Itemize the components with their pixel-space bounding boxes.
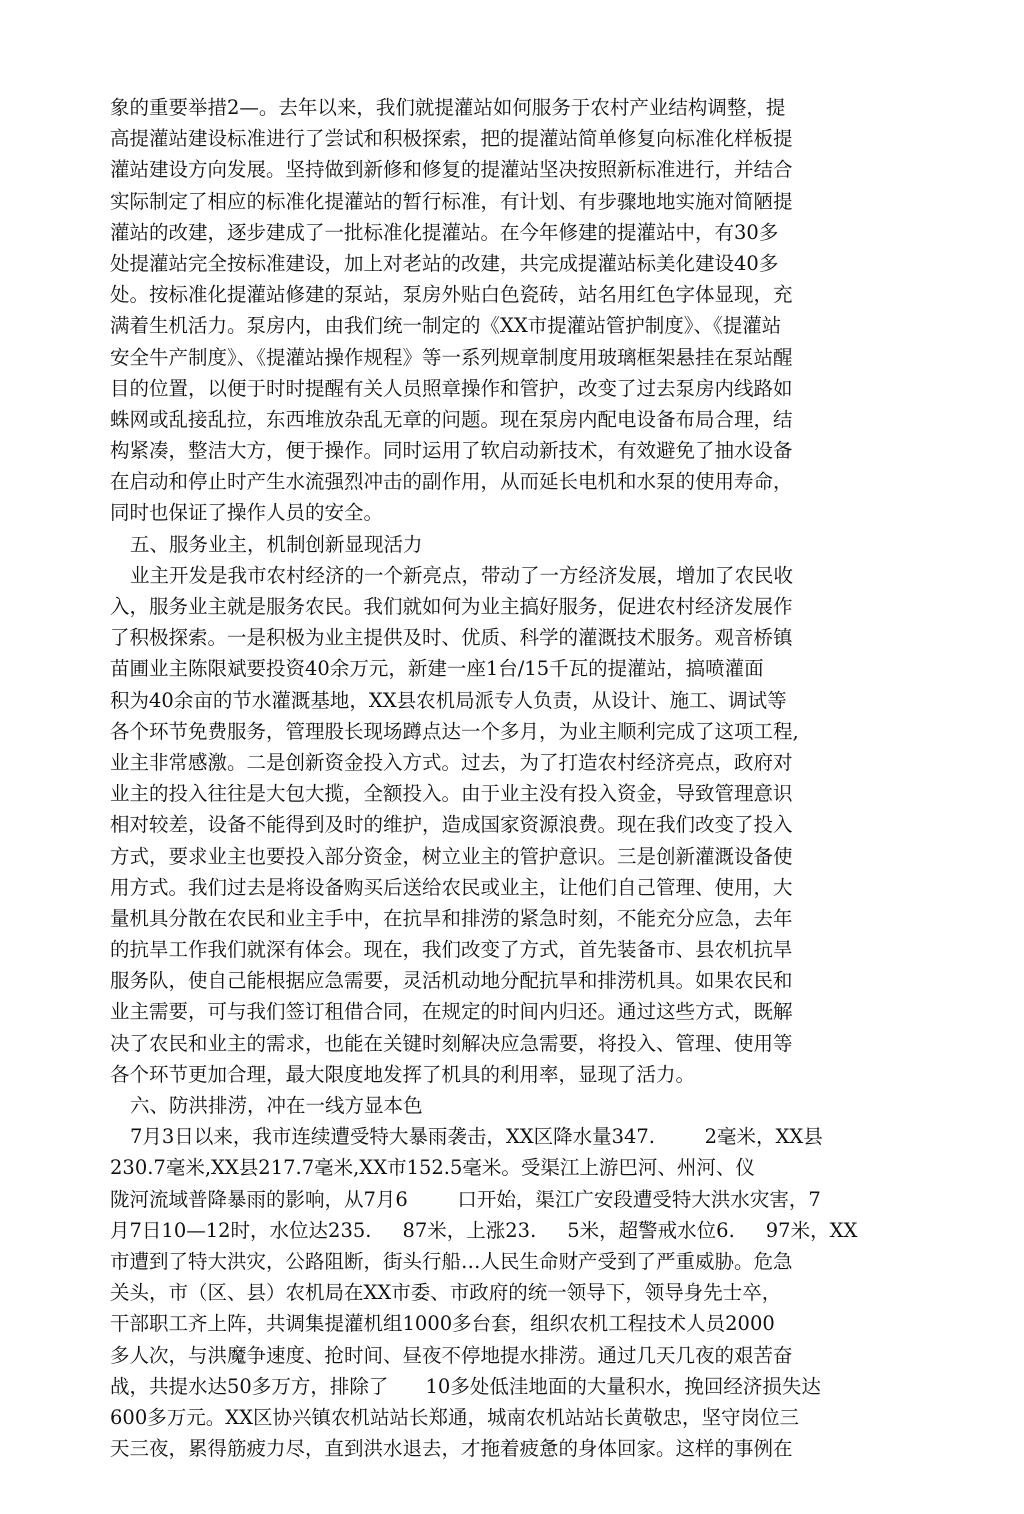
text-line: 业主需要，可与我们签订租借合同，在规定的时间内归还。通过这些方式，既解 <box>110 1000 793 1024</box>
text-line: 业主开发是我市农村经济的一个新亮点，带动了一方经济发展，增加了农民收 <box>130 563 794 587</box>
text-line: 目的位置，以便于时时提醒有关人员照章操作和管护，改变了过去泵房内线路如 <box>110 376 793 400</box>
text-line: 600多万元。XX区协兴镇农机站站长郑通，城南农机站站长黄敬忠，坚守岗位三 <box>110 1405 799 1429</box>
text-line: 陇河流域普降暴雨的影响，从7月6 口开始，渠江广安段遭受特大洪水灾害，7 <box>110 1187 821 1211</box>
text-line: 六、防洪排涝，冲在一线方显本色 <box>130 1094 423 1117</box>
text-line: 满着生机活力。泵房内，由我们统一制定的《XX市提灌站管护制度》、《提灌站 <box>110 314 782 338</box>
text-line: 象的重要举措2—。去年以来，我们就提灌站如何服务于农村产业结构调整，提 <box>110 96 786 119</box>
text-line: 230.7毫米,XX县217.7毫米,XX市152.5毫米。受渠江上游巴河、州河、仪 <box>110 1156 755 1180</box>
text-line: 决了农民和业主的需求，也能在关键时刻解决应急需要，将投入、管理、使用等 <box>110 1031 793 1055</box>
text-line: 安全牛产制度》、《提灌站操作规程》等一系列规章制度用玻璃框架悬挂在泵站醒 <box>110 345 793 369</box>
text-line: 相对较差，设备不能得到及时的维护，造成国家资源浪费。现在我们改变了投入 <box>110 813 793 837</box>
text-line: 关头，市（区、县）农机局在XX市委、市政府的统一领导下，领导身先士卒， <box>110 1281 782 1305</box>
text-line: 的抗旱工作我们就深有体会。现在，我们改变了方式，首先装备市、县农机抗旱 <box>110 938 793 962</box>
text-line: 方式，要求业主也要投入部分资金，树立业主的管护意识。三是创新灌溉设备使 <box>110 844 793 868</box>
text-line: 灌站的改建，逐步建成了一批标准化提灌站。在今年修建的提灌站中，有30多 <box>110 220 779 244</box>
text-line: 多人次，与洪魔争速度、抢时间、昼夜不停地提水排涝。通过几天几夜的艰苦奋 <box>110 1343 793 1367</box>
text-line: 天三夜，累得筋疲力尽，直到洪水退去，才拖着疲惫的身体回家。这样的事例在 <box>110 1437 793 1461</box>
text-line: 量机具分散在农民和业主手中，在抗旱和排涝的紧急时刻，不能充分应急，去年 <box>110 906 793 930</box>
text-line: 各个环节更加合理，最大限度地发挥了机具的利用率，显现了活力。 <box>110 1062 696 1086</box>
text-line: 服务队，使自己能根据应急需要，灵活机动地分配抗旱和排涝机具。如果农民和 <box>110 969 793 993</box>
text-line: 蛛网或乱接乱拉，东西堆放杂乱无章的问题。现在泵房内配电设备布局合理，结 <box>110 407 793 431</box>
text-line: 积为40余亩的节水灌溉基地，XX县农机局派专人负责，从设计、施工、调试等 <box>110 688 787 712</box>
text-line: 实际制定了相应的标准化提灌站的暂行标准，有计划、有步骤地地实施对简陋提 <box>110 189 793 213</box>
text-line: 在启动和停止时产生水流强烈冲击的副作用，从而延长电机和水泵的使用寿命， <box>110 470 793 494</box>
text-line: 业主非常感激。二是创新资金投入方式。过去，为了打造农村经济亮点，政府对 <box>110 750 793 774</box>
text-line: 灌站建设方向发展。坚持做到新修和修复的提灌站坚决按照新标准进行，并结合 <box>110 158 793 182</box>
text-line: 战，共提水达50多万方，排除了 10多处低洼地面的大量积水，挽回经济损失达 <box>110 1374 821 1398</box>
text-line: 7月3日以来，我市连续遭受特大暴雨袭击，XX区降水量347. 2毫米，XX县 <box>130 1125 823 1149</box>
text-line: 市遭到了特大洪灾，公路阻断，街头行船…人民生命财产受到了严重威胁。危急 <box>110 1249 793 1273</box>
text-line: 了积极探索。一是积极为业主提供及时、优质、科学的灌溉技术服务。观音桥镇 <box>110 626 793 650</box>
text-line: 入，服务业主就是服务农民。我们就如何为业主搞好服务，促进农村经济发展作 <box>110 595 793 618</box>
text-line: 同时也保证了操作人员的安全。 <box>110 501 384 525</box>
text-line: 苗圃业主陈限斌要投资40余万元，新建一座1台/15千瓦的提灌站，搞喷灌面 <box>110 657 764 681</box>
text-line: 业主的投入往往是大包大揽，全额投入。由于业主没有投入资金，导致管理意识 <box>110 782 793 806</box>
text-line: 用方式。我们过去是将设备购买后送给农民或业主，让他们自己管理、使用，大 <box>110 875 793 899</box>
text-line: 构紧凑，整洁大方，便于操作。同时运用了软启动新技术，有效避免了抽水设备 <box>110 439 793 463</box>
text-line: 五、服务业主，机制创新显现活力 <box>130 532 423 556</box>
text-line: 干部职工齐上阵，共调集提灌机组1000多台套，组织农机工程技术人员2000 <box>110 1312 775 1336</box>
text-line: 处提灌站完全按标准建设，加上对老站的改建，共完成提灌站标美化建设40多 <box>110 251 779 275</box>
document-page <box>110 92 930 1464</box>
text-line: 各个环节免费服务，管理股长现场蹲点达一个多月，为业主顺利完成了这项工程, <box>110 719 799 743</box>
text-line: 高提灌站建设标准进行了尝试和积极探索，把的提灌站简单修复向标准化样板提 <box>110 127 793 151</box>
text-line: 月7日10—12时，水位达235. 87米，上涨23. 5米，超警戒水位6. 97米，XX <box>110 1218 858 1242</box>
text-line: 处。按标准化提灌站修建的泵站，泵房外贴白色瓷砖，站名用红色字体显现，充 <box>110 283 793 307</box>
